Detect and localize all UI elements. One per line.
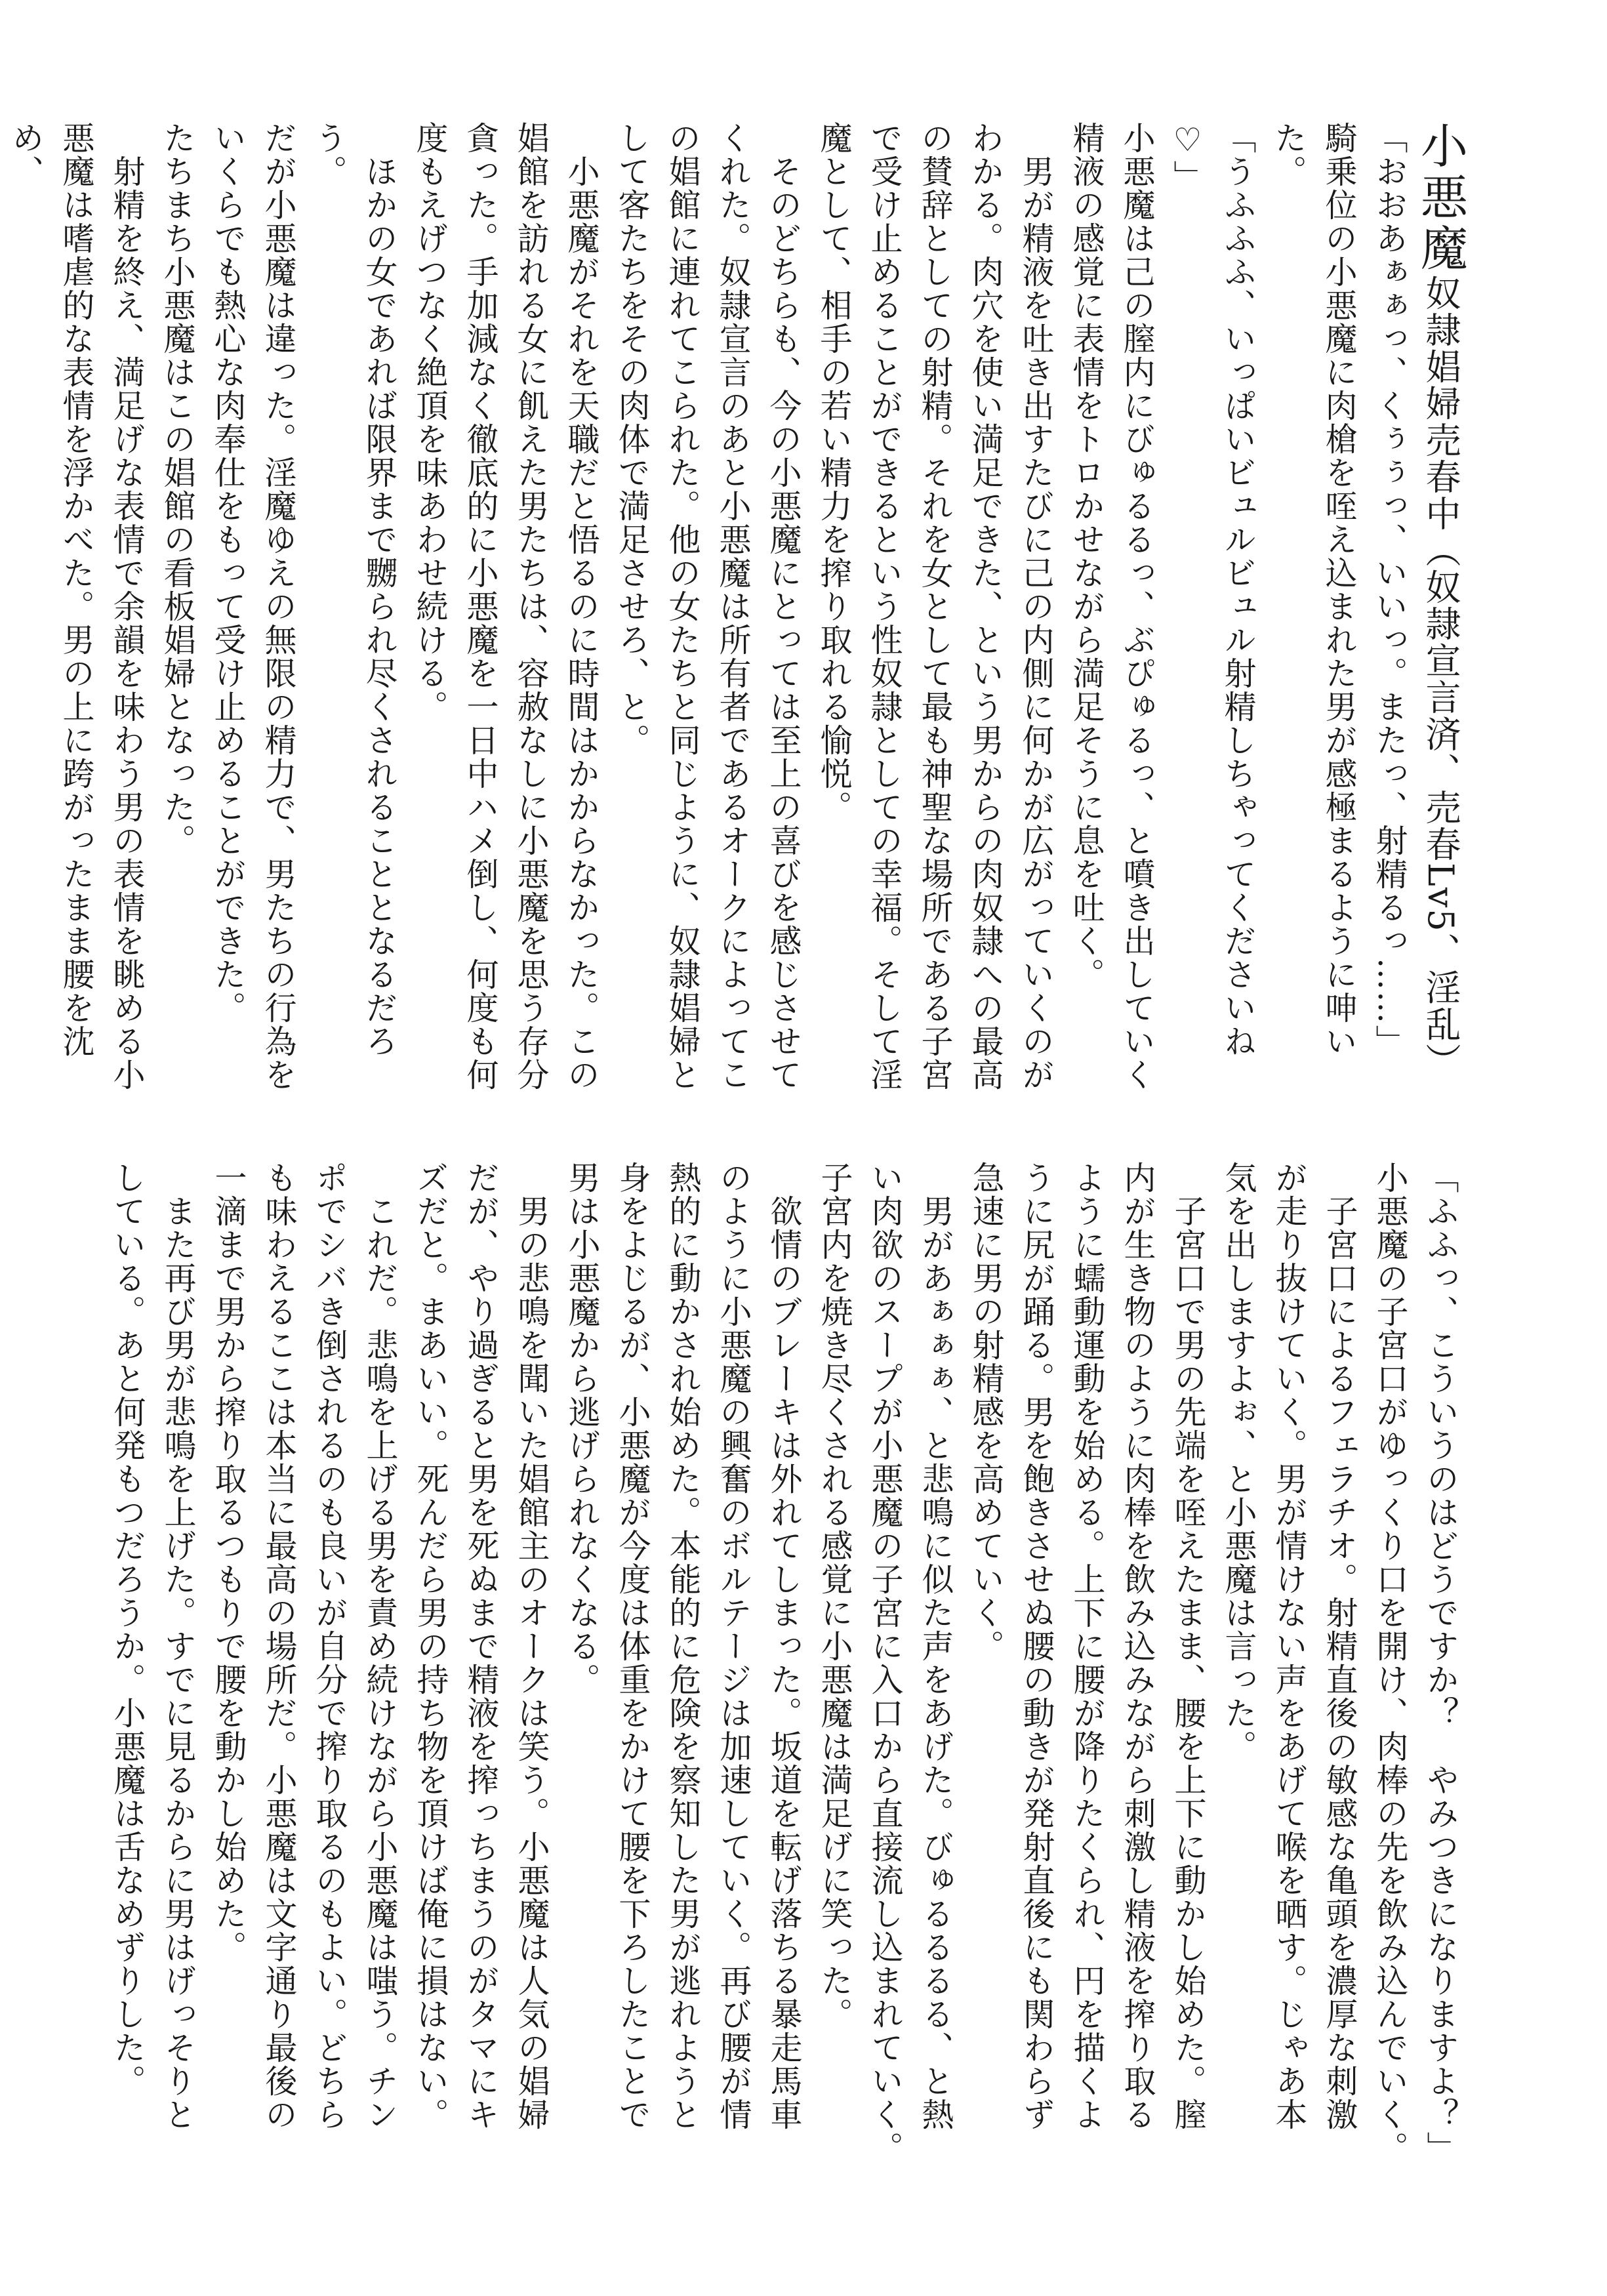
page-title: 小悪魔: [1413, 121, 1468, 275]
text-line: 「おおあぁぁっ、くぅぅっ、いいっ。またっ、射精るっ……」: [1371, 121, 1408, 1058]
text-line: 子宮口によるフェラチオ。射精直後の敏感な亀頭を濃厚な刺激: [1321, 1161, 1358, 2131]
text-line: している。あと何発もつだろうか。小悪魔は舌なめずりした。: [109, 1161, 146, 2098]
text-line: いくらでも熱心な肉奉仕をもって受け止めることができた。: [209, 121, 247, 1025]
text-line: これだ。悲鳴を上げる男を責め続けながら小悪魔は嗤う。チン: [361, 1161, 399, 2131]
text-line: また再び男が悲鳴を上げた。すでに見るからに男はげっそりと: [159, 1161, 197, 2131]
text-line: 小悪魔の子宮口がゆっくり口を開け、肉棒の先を飲み込んでいく。: [1372, 1161, 1409, 2165]
text-line: 欲情のブレーキは外れてしまった。坂道を転げ落ちる暴走馬車: [765, 1161, 803, 2131]
page-subtitle: 奴隷娼婦売春中（奴隷宣言済、売春Lv5、淫乱）: [1420, 275, 1461, 1080]
text-line: 「ふふっ、こういうのはどうですか？ やみつきになりますよ？」: [1422, 1161, 1459, 2165]
text-line: 子宮口で男の先端を咥えたまま、腰を上下に動かし始めた。膣: [1170, 1161, 1207, 2131]
heading: [1415, 121, 1466, 1105]
text-line: ほかの女であれば限界まで嬲られ尽くされることとなるだろう。: [310, 121, 398, 1058]
text-line: そのどちらも、今の小悪魔にとっては至上の喜びを感じさせて: [765, 121, 802, 1092]
text-line: で受け止めることができるという性奴隷としての幸福。そして淫: [866, 121, 903, 1092]
text-line: 魔として、相手の若い精力を搾り取れる愉悦。: [815, 121, 853, 824]
text-line: くれた。奴隷宣言のあと小悪魔は所有者であるオークによってこ: [714, 121, 752, 1092]
text-line: だが小悪魔は違った。淫魔ゆえの無限の精力で、男たちの行為を: [260, 121, 297, 1092]
text-line: [0, 121, 1, 1105]
text-line: のように小悪魔の興奮のボルテージは加速していく。再び腰が情: [715, 1161, 752, 2131]
text-line: だが、やり過ぎると男を死ぬまで精液を搾っちまうのがタマにキ: [462, 1161, 500, 2131]
text-line: 小悪魔は己の膣内にびゅるるっ、ぶぴゅるっ、と噴き出していく: [1118, 121, 1156, 1092]
text-line: 一滴まで男から搾り取るつもりで腰を動かし始めた。: [210, 1161, 247, 1964]
text-line: 男の悲鳴を聞いた娼館主のオークは笑う。小悪魔は人気の娼婦: [513, 1161, 550, 2131]
text-line: して客たちをその肉体で満足させろ、と。: [613, 121, 651, 757]
text-line: 男は小悪魔から逃げられなくなる。: [563, 1161, 601, 1696]
text-line: の賛辞としての射精。それを女として最も神聖な場所である子宮: [916, 121, 954, 1092]
text-line: 気を出しますよぉ、と小悪魔は言った。: [1220, 1161, 1257, 1763]
text-line: 身をよじるが、小悪魔が今度は体重をかけて腰を下ろしたことで: [614, 1161, 651, 2131]
text-line: ポでシバき倒されるのも良いが自分で搾り取るのもよい。どちら: [311, 1161, 348, 2131]
text-line: も味わえるここは本当に最高の場所だ。小悪魔は文字通り最後の: [260, 1161, 298, 2131]
text-line: の娼館に連れてこられた。他の女たちと同じように、奴隷娼婦と: [664, 121, 701, 1092]
text-line: ように蠕動運動を始める。上下に腰が降りたくられ、円を描くよ: [1068, 1161, 1106, 2131]
text-line: 内が生き物のように肉棒を飲み込みながら刺激し精液を搾り取る: [1119, 1161, 1156, 2131]
text-line: 「うふふふ、いっぱいビュルビュル射精しちゃってくださいね♡」: [1169, 121, 1257, 1058]
text-line: ズだと。まあいい。死んだら男の持ち物を頂けば俺に損はない。: [412, 1161, 449, 2131]
text-line: が走り抜けていく。男が情けない声をあげて喉を晒す。じゃあ本: [1271, 1161, 1308, 2131]
text-line: 娼館を訪れる女に飢えた男たちは、容赦なしに小悪魔を思う存分: [512, 121, 550, 1092]
text-line: わかる。肉穴を使い満足できた、という男からの肉奴隷への最高: [967, 121, 1004, 1092]
text-line: い肉欲のスープが小悪魔の子宮に入口から直接流し込まれていく。: [866, 1161, 904, 2165]
text-line: 悪魔は嗜虐的な表情を浮かべた。男の上に跨がったまま腰を沈め、: [7, 121, 95, 1058]
text-line: 貪った。手加減なく徹底的に小悪魔を一日中ハメ倒し、何度も何: [462, 121, 499, 1092]
text-line: 男が精液を吐き出すたびに己の内側に何かが広がっていくのが: [1017, 121, 1055, 1092]
bottom-text-block: [109, 1161, 1466, 2198]
text-line: 子宮内を焼き尽くされる感覚に小悪魔は満足げに笑った。: [816, 1161, 853, 2031]
text-line: 急速に男の射精感を高めていく。: [967, 1161, 1005, 1663]
text-line: うに尻が踊る。男を飽きさせぬ腰の動きが発射直後にも関わらず: [1018, 1161, 1055, 2131]
text-line: 度もえげつなく絶頂を味あわせ続ける。: [411, 121, 449, 724]
text-line: たちまち小悪魔はこの娼館の看板娼婦となった。: [159, 121, 196, 857]
text-line: 男があぁぁぁ、と悲鳴に似た声をあげた。びゅるるるる、と熱: [917, 1161, 954, 2131]
text-line: 精液の感覚に表情をトロかせながら満足そうに息を吐く。: [1068, 121, 1105, 991]
text-line: 射精を終え、満足げな表情で余韻を味わう男の表情を眺める小: [108, 121, 146, 1092]
text-line: 熱的に動かされ始めた。本能的に危険を察知した男が逃れようと: [664, 1161, 702, 2131]
text-line: 騎乗位の小悪魔に肉槍を咥え込まれた男が感極まるように呻いた。: [1270, 121, 1358, 1058]
text-line: 小悪魔がそれを天職だと悟るのに時間はかからなかった。この: [563, 121, 600, 1092]
top-text-block: [7, 121, 1468, 1105]
